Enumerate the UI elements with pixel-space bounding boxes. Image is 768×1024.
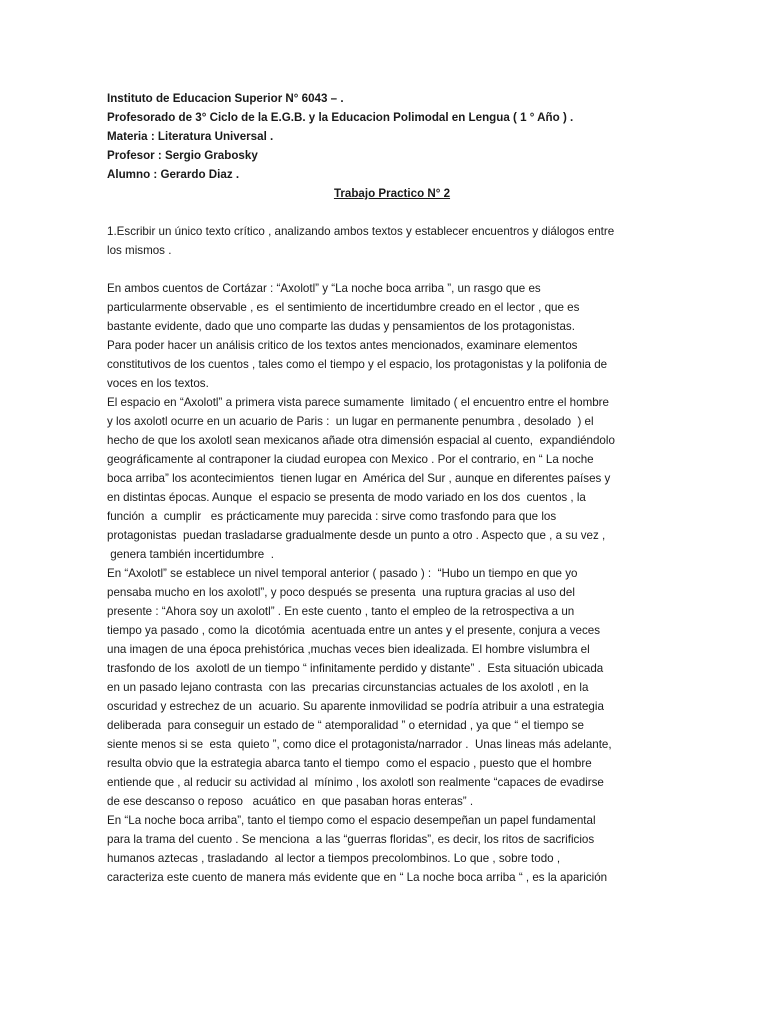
document-body bbox=[107, 89, 667, 887]
subject-line: Materia : Literatura Universal . bbox=[107, 130, 274, 143]
paragraph-5: En “La noche boca arriba”, tanto el tiempo como el espacio desempeñan un papel fundamental para la trama del cuento . Se menciona a las “guerras floridas”, es decir, los ritos de sacrificios humanos aztecas , trasladando al lector a tiempos precolombinos. Lo que , sobre todo , caracteriza este cuento de manera más evidente que en “ La noche boca arriba “ , es la aparición bbox=[107, 814, 608, 884]
program-line: Profesorado de 3° Ciclo de la E.G.B. y la Educacion Polimodal en Lengua ( 1 ° Año ) . bbox=[107, 111, 574, 124]
spacer bbox=[107, 203, 667, 222]
paragraph-2: Para poder hacer un análisis critico de los textos antes mencionados, examinare elementos constitutivos de los cuentos , tales como el tiempo y el espacio, los protagonistas y la polifonia de voces en los textos. bbox=[107, 339, 608, 390]
professor-line: Profesor : Sergio Grabosky bbox=[107, 149, 258, 162]
paragraph-1: En ambos cuentos de Cortázar : “Axolotl” y “La noche boca arriba ”, un rasgo que es particularmente observable , es el sentimiento de incertidumbre creado en el lector , que es bastante evidente, dado que uno comparte las dudas y pensamientos de los protagonistas. bbox=[107, 282, 580, 333]
question-text: 1.Escribir un único texto crítico , analizando ambos textos y establecer encuentros y diálogos entre los mismos . bbox=[107, 225, 615, 257]
institute-line: Instituto de Educacion Superior N° 6043 – . bbox=[107, 92, 344, 105]
assignment-title: Trabajo Practico N° 2 bbox=[333, 187, 451, 200]
paragraph-3: El espacio en “Axolotl” a primera vista parece sumamente limitado ( el encuentro entre el hombre y los axolotl ocurre en un acuario de Paris : un lugar en permanente penumbra , desolado ) el hecho de que los axolotl sean mexicanos añade otra dimensión espacial al cuento, expandiéndolo geográficamente al contraponer la ciudad europea con Mexico . Por el contrario, en “ La noche boca arriba” los acontecimientos tienen lugar en América del Sur , aunque en diferentes países y en distintas épocas. Aunque el espacio se presenta de modo variado en los dos cuentos , la función a cumplir es prácticamente muy parecida : sirve como trasfondo para que los protagonistas puedan trasladarse gradualmente desde un punto a otro . Aspecto que , a su vez , genera también incertidumbre . bbox=[107, 396, 615, 561]
spacer bbox=[107, 260, 667, 279]
paragraph-4: En “Axolotl” se establece un nivel temporal anterior ( pasado ) : “Hubo un tiempo en que yo pensaba mucho en los axolotl”, y poco después se presenta una ruptura gracias al uso del presente : “Ahora soy un axolotl” . En este cuento , tanto el empleo de la retrospectiva a un tiempo ya pasado , como la dicotómia acentuada entre un antes y el presente, conjura a veces una imagen de una época prehistórica ,muchas veces bien idealizada. El hombre vislumbra el trasfondo de los axolotl de un tiempo “ infinitamente perdido y distante” . Esta situación ubicada en un pasado lejano contrasta con las precarias circunstancias actuales de los axolotl , en la oscuridad y estrechez de un acuario. Su aparente inmovilidad se podría atribuir a una estrategia deliberada para conseguir un estado de “ atemporalidad ” o eternidad , ya que “ el tiempo se siente menos si se esta quieto ”, como dice el protagonista/narrador . Unas lineas más adelante, resulta obvio que la estrategia abarca tanto el tiempo como el espacio , puesto que el hombre entiende que , al reducir su actividad al mínimo , los axolotl son realmente “capaces de evadirse de ese descanso o reposo acuático en que pasaban horas enteras” . bbox=[107, 567, 612, 808]
student-line: Alumno : Gerardo Diaz . bbox=[107, 168, 240, 181]
